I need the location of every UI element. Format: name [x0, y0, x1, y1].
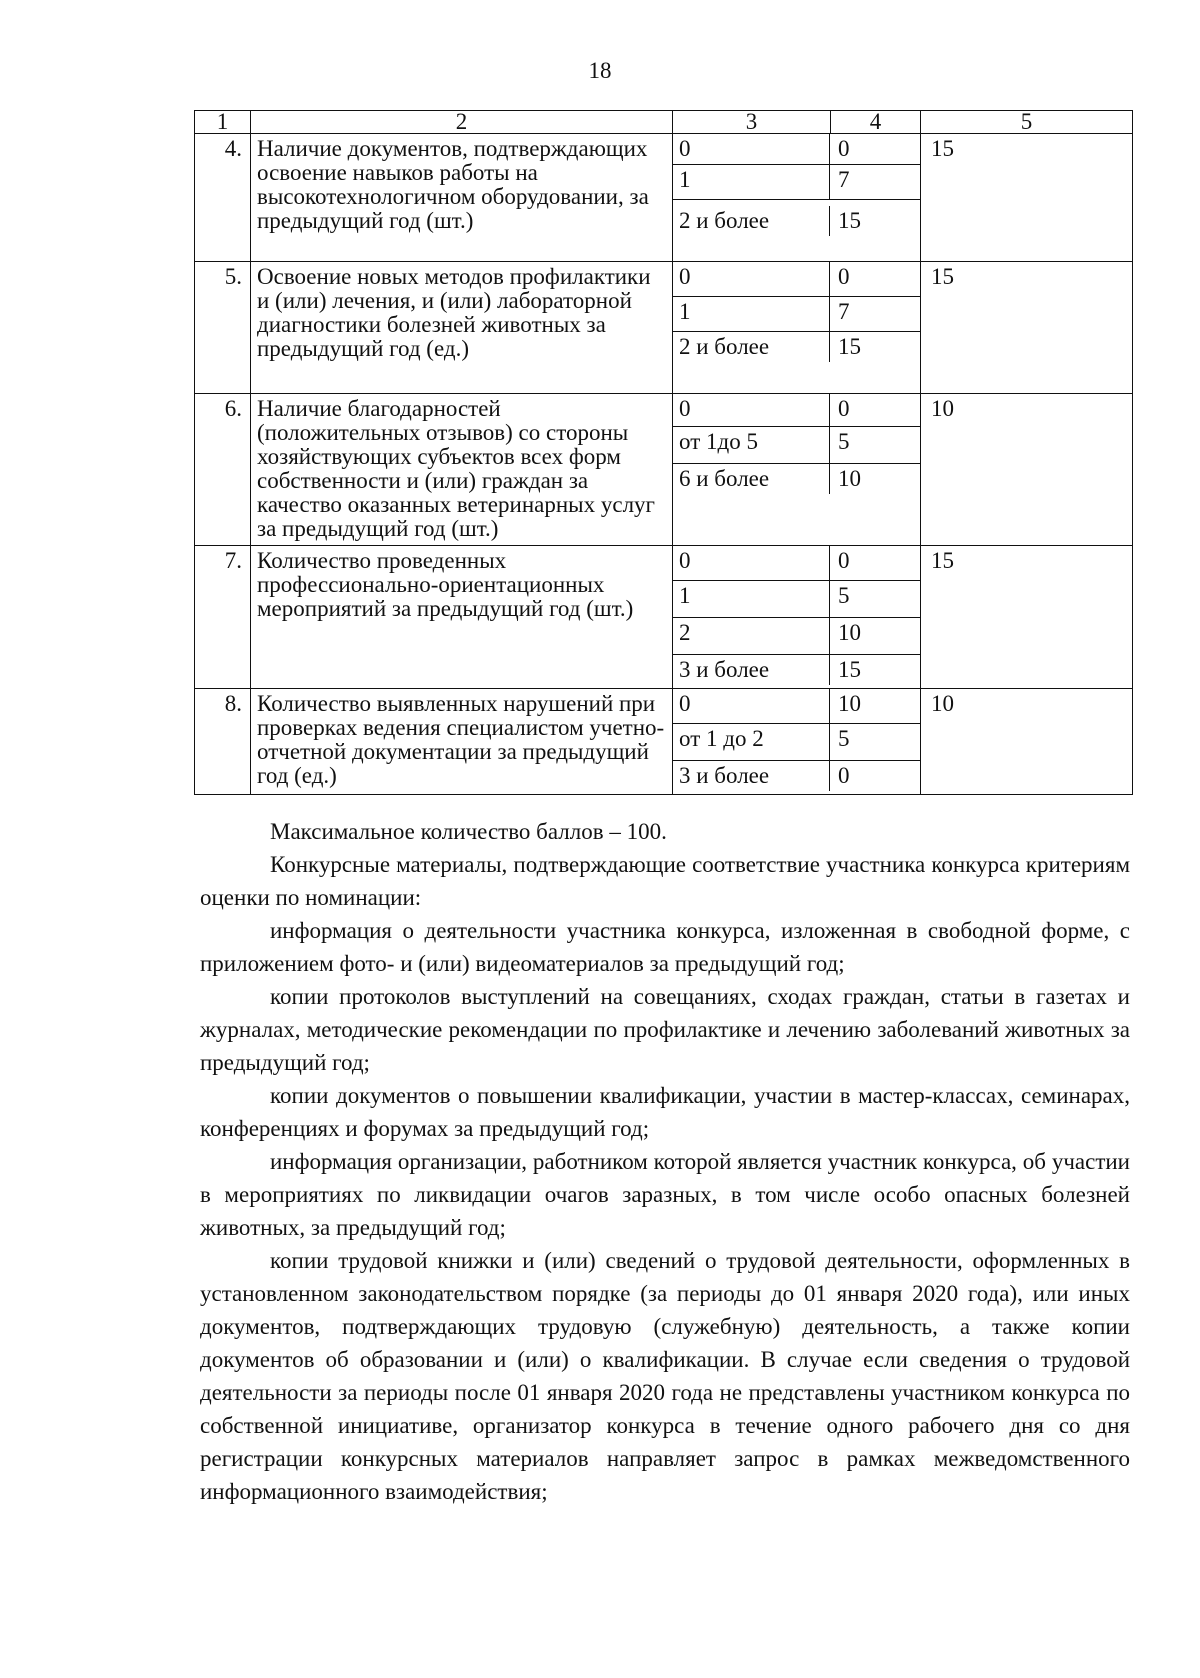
score-value: 6 и более [673, 464, 830, 494]
score-value: 0 [673, 394, 830, 426]
score-points: 10 [838, 620, 861, 645]
score-points: 7 [838, 299, 850, 324]
paragraph: копии протоколов выступлений на совещаниях, сходах граждан, статьи в газетах и журналах, методические рекомендации по профилактике и лечению заболеваний животных за предыдущий год; [200, 984, 1130, 1075]
score-points: 15 [838, 657, 861, 682]
criterion-description: Количество проведенных профессионально-ориентационных мероприятий за предыдущий год (шт.) [251, 546, 673, 689]
row-number: 7. [195, 546, 251, 689]
column-header: 4 [831, 111, 921, 134]
score-row [673, 761, 920, 791]
score-value: 3 и более [673, 655, 830, 685]
max-points: 15 [921, 134, 1133, 262]
score-points: 7 [838, 167, 850, 192]
score-value: 0 [673, 262, 830, 296]
score-scale [673, 262, 921, 394]
max-points: 15 [921, 546, 1133, 689]
paragraph: Конкурсные материалы, подтверждающие соответствие участника конкурса критериям оценки по номинации: [200, 852, 1130, 910]
score-points: 15 [838, 208, 861, 233]
score-points: 10 [838, 466, 861, 491]
score-row [673, 655, 920, 685]
score-value: 0 [673, 134, 830, 164]
score-scale [673, 134, 921, 262]
paragraph: Максимальное количество баллов – 100. [270, 819, 667, 844]
score-points: 0 [838, 548, 850, 573]
column-header: 1 [195, 111, 251, 134]
table-row [195, 262, 1133, 394]
score-row [673, 332, 920, 362]
table-header-row [195, 111, 1133, 134]
score-scale [673, 546, 921, 689]
score-row [673, 262, 920, 297]
criteria-table [194, 110, 1133, 795]
paragraph: копии документов о повышении квалификации, участии в мастер-классах, семинарах, конференциях и форумах за предыдущий год; [200, 1083, 1130, 1141]
score-value: от 1 до 2 [673, 724, 830, 760]
table-row [195, 546, 1133, 689]
score-points: 0 [838, 264, 850, 289]
criterion-description: Количество выявленных нарушений при проверках ведения специалистом учетно-отчетной документации за предыдущий год (ед.) [251, 689, 673, 795]
score-points: 5 [838, 726, 850, 751]
column-header: 3 [673, 111, 831, 134]
score-points: 0 [838, 136, 850, 161]
max-points: 15 [921, 262, 1133, 394]
score-row [673, 297, 920, 332]
score-row [673, 546, 920, 581]
max-points: 10 [921, 689, 1133, 795]
paragraph: копии трудовой книжки и (или) сведений о трудовой деятельности, оформленных в установленном законодательством порядке (за периоды до 01 января 2020 года), или иных документов, подтверждающих трудовую (служебную) деятельность, а также копии документов об образовании и (или) о квалификации. В случае если сведения о трудовой деятельности за периоды после 01 января 2020 года не представлены участником конкурса по собственной инициативе, организатор конкурса в течение одного рабочего дня со дня регистрации конкурсных материалов направляет запрос в рамках межведомственного информационного взаимодействия; [200, 1248, 1130, 1504]
row-number: 8. [195, 689, 251, 795]
score-value: от 1до 5 [673, 427, 830, 463]
score-row [673, 165, 920, 200]
table-row [195, 689, 1133, 795]
criterion-description: Освоение новых методов профилактики и (или) лечения, и (или) лабораторной диагностики болезней животных за предыдущий год (ед.) [251, 262, 673, 394]
score-scale [673, 394, 921, 546]
score-points: 5 [838, 583, 850, 608]
row-number: 5. [195, 262, 251, 394]
score-row [673, 724, 920, 761]
criterion-description: Наличие документов, подтверждающих освоение навыков работы на высокотехнологичном оборудовании, за предыдущий год (шт.) [251, 134, 673, 262]
column-header: 5 [921, 111, 1133, 134]
paragraph: информация о деятельности участника конкурса, изложенная в свободной форме, с приложением фото- и (или) видеоматериалов за предыдущий год; [200, 918, 1130, 976]
score-value: 1 [673, 297, 830, 331]
score-row [673, 394, 920, 427]
score-points: 15 [838, 334, 861, 359]
score-value: 2 и более [673, 206, 830, 236]
score-value: 1 [673, 581, 830, 617]
score-value: 2 и более [673, 332, 830, 362]
score-value: 0 [673, 546, 830, 580]
score-row [673, 618, 920, 655]
body-text [200, 815, 1130, 1508]
score-value: 2 [673, 618, 830, 654]
score-row [673, 134, 920, 165]
column-header: 2 [251, 111, 673, 134]
score-points: 0 [838, 763, 850, 788]
score-value: 1 [673, 165, 830, 199]
paragraph: информация организации, работником которой является участник конкурса, об участии в мероприятиях по ликвидации очагов заразных, в том числе особо опасных болезней животных, за предыдущий год; [200, 1149, 1130, 1240]
row-number: 6. [195, 394, 251, 546]
score-points: 10 [838, 691, 861, 716]
score-row [673, 464, 920, 494]
table-row [195, 134, 1133, 262]
score-value: 3 и более [673, 761, 830, 791]
score-row [673, 427, 920, 464]
score-row [673, 581, 920, 618]
score-scale [673, 689, 921, 795]
criterion-description: Наличие благодарностей (положительных отзывов) со стороны хозяйствующих субъектов всех форм собственности и (или) граждан за качество оказанных ветеринарных услуг за предыдущий год (шт.) [251, 394, 673, 546]
score-points: 0 [838, 396, 850, 421]
max-points: 10 [921, 394, 1133, 546]
table-row [195, 394, 1133, 546]
score-points: 5 [838, 429, 850, 454]
score-row [673, 200, 920, 236]
score-value: 0 [673, 689, 830, 723]
page-number: 18 [588, 58, 612, 83]
score-row [673, 689, 920, 724]
row-number: 4. [195, 134, 251, 262]
